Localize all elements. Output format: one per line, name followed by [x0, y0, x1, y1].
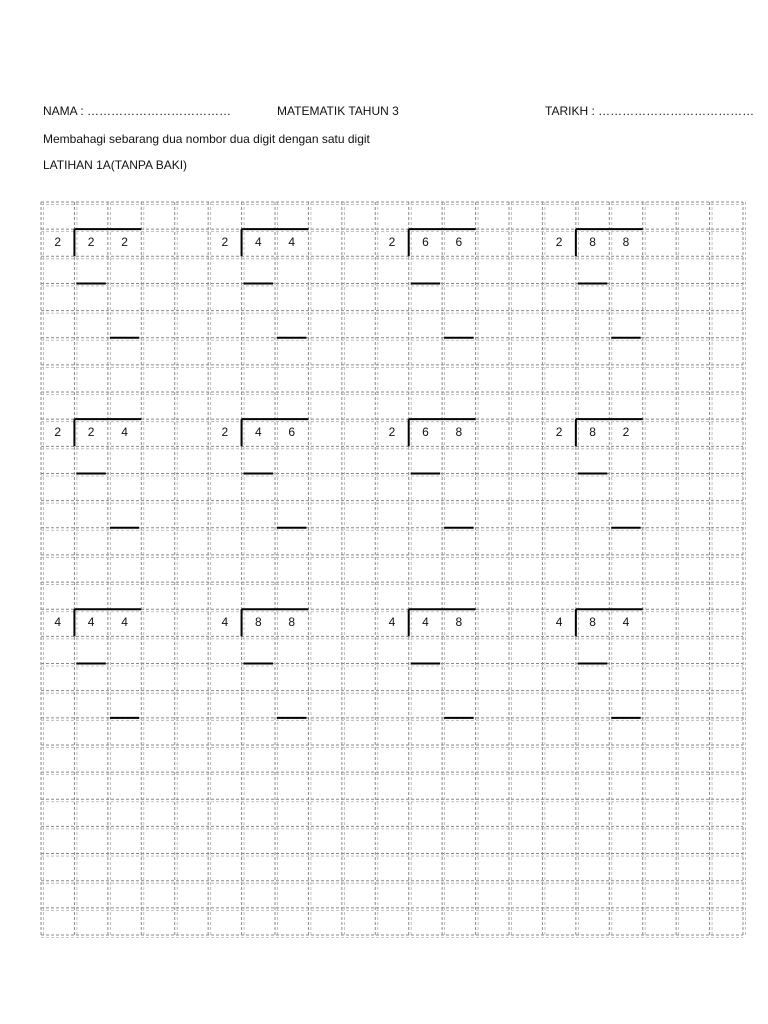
divisor-digit: 2 — [388, 234, 396, 249]
dividend-digit: 2 — [121, 234, 128, 249]
dividend-digit: 6 — [422, 234, 429, 249]
dividend-digit: 6 — [455, 234, 463, 249]
dividend-digit: 4 — [622, 615, 630, 630]
dividend-digit: 8 — [589, 234, 596, 249]
dividend-digit: 2 — [622, 425, 630, 440]
divisor-digit: 2 — [221, 234, 229, 249]
exercise-label: LATIHAN 1A(TANPA BAKI) — [43, 158, 188, 172]
divisor-digit: 2 — [54, 425, 62, 440]
divisor-digit: 4 — [388, 615, 396, 630]
dividend-digit: 8 — [589, 425, 596, 440]
divisor-digit: 2 — [555, 234, 563, 249]
worksheet-title: MATEMATIK TAHUN 3 — [277, 104, 399, 118]
dividend-digit: 4 — [121, 425, 128, 440]
divisor-digit: 4 — [221, 615, 229, 630]
dividend-digit: 4 — [87, 615, 95, 630]
divisor-digit: 2 — [221, 425, 229, 440]
date-field-label: TARIKH : ………………………………… — [545, 104, 755, 118]
dividend-digit: 2 — [87, 234, 95, 249]
divisor-digit: 4 — [555, 615, 563, 630]
dividend-digit: 8 — [589, 615, 596, 630]
worksheet-subtitle: Membahagi sebarang dua nombor dua digit dengan satu digit — [43, 132, 370, 146]
dividend-digit: 4 — [121, 615, 128, 630]
divisor-digit: 2 — [54, 234, 62, 249]
name-field-label: NAMA : ……………………………… — [43, 104, 232, 118]
dividend-digit: 4 — [288, 234, 296, 249]
divisor-digit: 4 — [54, 615, 62, 630]
dividend-digit: 6 — [422, 425, 429, 440]
dividend-digit: 6 — [288, 425, 296, 440]
dividend-digit: 8 — [455, 615, 463, 630]
dividend-digit: 8 — [288, 615, 296, 630]
dividend-digit: 4 — [254, 234, 262, 249]
divisor-digit: 2 — [555, 425, 563, 440]
dividend-digit: 4 — [422, 615, 429, 630]
dividend-digit: 8 — [455, 425, 463, 440]
dividend-digit: 8 — [254, 615, 262, 630]
dividend-digit: 2 — [87, 425, 95, 440]
divisor-digit: 2 — [388, 425, 396, 440]
dividend-digit: 8 — [622, 234, 630, 249]
dividend-digit: 4 — [254, 425, 262, 440]
